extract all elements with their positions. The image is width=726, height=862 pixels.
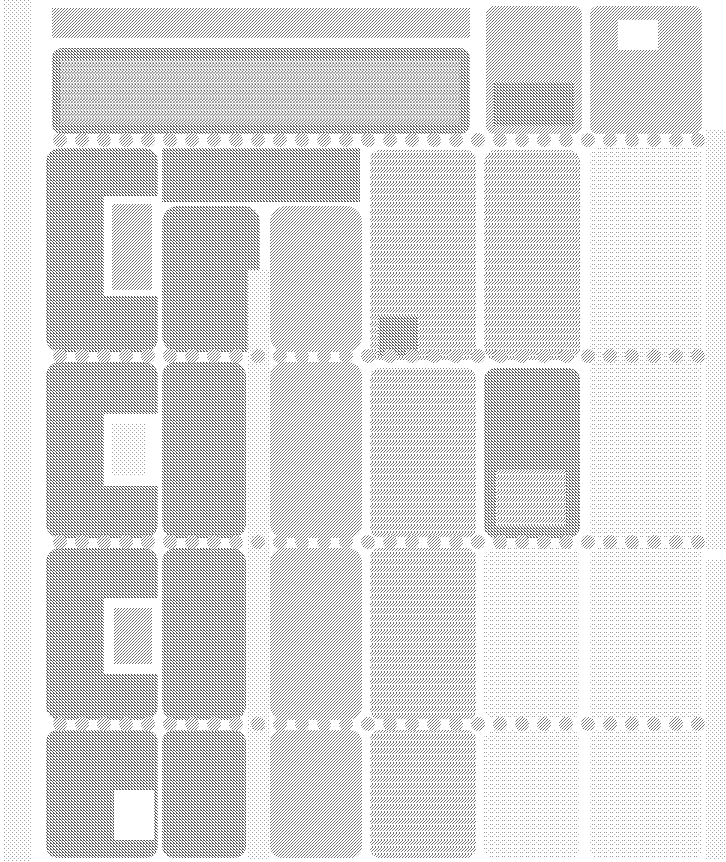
tree-canopy-dot xyxy=(141,133,155,147)
tree-canopy-dot xyxy=(603,349,617,363)
right-edge-strip xyxy=(706,130,726,550)
tree-canopy-dot xyxy=(493,349,507,363)
tree-canopy-dot xyxy=(691,349,705,363)
block-mid-center xyxy=(270,362,362,538)
tree-canopy-dot xyxy=(119,535,133,549)
tree-canopy-dot xyxy=(405,535,419,549)
tree-canopy-dot xyxy=(405,717,419,731)
tree-canopy-dot xyxy=(669,349,683,363)
tree-canopy-dot xyxy=(273,349,287,363)
tree-canopy-dot xyxy=(53,349,67,363)
tree-canopy-dot xyxy=(361,535,375,549)
tree-canopy-dot xyxy=(295,535,309,549)
tree-canopy-dot xyxy=(559,133,573,147)
tree-canopy-dot xyxy=(53,133,67,147)
tree-canopy-dot xyxy=(119,349,133,363)
tree-canopy-dot xyxy=(163,349,177,363)
block-top-middle xyxy=(486,6,582,134)
tree-canopy-dot xyxy=(75,133,89,147)
tree-canopy-dot xyxy=(691,717,705,731)
tree-canopy-dot xyxy=(317,133,331,147)
block-top-right xyxy=(590,6,702,134)
tree-canopy-dot xyxy=(559,535,573,549)
tree-canopy-dot xyxy=(691,535,705,549)
tree-canopy-dot xyxy=(75,535,89,549)
tree-canopy-dot xyxy=(251,717,265,731)
block-bottom-1 xyxy=(46,730,158,858)
tree-canopy-dot xyxy=(559,717,573,731)
tree-canopy-dot xyxy=(427,535,441,549)
tree-canopy-dot xyxy=(229,717,243,731)
tree-canopy-dot xyxy=(383,717,397,731)
tree-canopy-dot xyxy=(625,717,639,731)
tree-canopy-dot xyxy=(581,349,595,363)
tree-canopy-dot xyxy=(361,133,375,147)
tree-canopy-dot xyxy=(163,133,177,147)
tree-canopy-dot xyxy=(647,349,661,363)
tree-canopy-dot xyxy=(251,133,265,147)
tree-canopy-dot xyxy=(185,535,199,549)
block-c-shape-3 xyxy=(46,548,158,720)
tree-canopy-dot xyxy=(339,349,353,363)
tree-canopy-dot xyxy=(537,717,551,731)
block-bottom-4 xyxy=(370,730,476,858)
tree-canopy-dot xyxy=(295,349,309,363)
block-bottom-6 xyxy=(590,730,702,858)
tree-canopy-dot xyxy=(647,535,661,549)
tree-canopy-dot xyxy=(383,535,397,549)
tree-canopy-dot xyxy=(647,717,661,731)
tree-canopy-dot xyxy=(427,717,441,731)
tree-canopy-dot xyxy=(273,535,287,549)
tree-canopy-dot xyxy=(449,717,463,731)
tree-canopy-dot xyxy=(669,717,683,731)
tree-canopy-dot xyxy=(185,349,199,363)
tree-canopy-dot xyxy=(207,349,221,363)
left-edge-strip xyxy=(4,0,32,862)
tree-canopy-dot xyxy=(317,349,331,363)
tree-canopy-dot xyxy=(383,133,397,147)
block-rows-4 xyxy=(484,368,580,538)
tree-canopy-dot xyxy=(471,349,485,363)
tree-canopy-dot xyxy=(339,133,353,147)
tree-canopy-dot xyxy=(537,535,551,549)
tree-canopy-dot xyxy=(53,535,67,549)
tree-canopy-dot xyxy=(625,349,639,363)
tree-canopy-dot xyxy=(207,535,221,549)
block-top-left xyxy=(52,8,470,134)
block-c-shape-1 xyxy=(46,148,158,352)
block-rows-5 xyxy=(370,548,476,720)
block-rows-6 xyxy=(484,548,580,720)
tree-canopy-dot xyxy=(317,535,331,549)
tree-canopy-dot xyxy=(427,133,441,147)
tree-canopy-dot xyxy=(537,133,551,147)
block-lower-left xyxy=(162,548,246,720)
tree-canopy-dot xyxy=(493,535,507,549)
tree-canopy-dot xyxy=(625,535,639,549)
tree-canopy-dot xyxy=(53,717,67,731)
tree-canopy-dot xyxy=(449,349,463,363)
tree-canopy-dot xyxy=(141,717,155,731)
tree-canopy-dot xyxy=(581,133,595,147)
tree-canopy-dot xyxy=(559,349,573,363)
tree-canopy-dot xyxy=(141,349,155,363)
block-rows-3 xyxy=(370,368,476,538)
block-mid-left xyxy=(162,362,246,538)
tree-canopy-dot xyxy=(603,535,617,549)
tree-canopy-dot xyxy=(339,535,353,549)
tree-canopy-dot xyxy=(647,133,661,147)
tree-canopy-dot xyxy=(273,717,287,731)
tree-canopy-dot xyxy=(295,133,309,147)
tree-canopy-dot xyxy=(427,349,441,363)
tree-canopy-dot xyxy=(97,349,111,363)
tree-canopy-dot xyxy=(449,535,463,549)
tree-canopy-dot xyxy=(97,717,111,731)
tree-canopy-dot xyxy=(163,717,177,731)
tree-canopy-dot xyxy=(493,717,507,731)
tree-canopy-dot xyxy=(229,349,243,363)
tree-canopy-dot xyxy=(669,535,683,549)
tree-canopy-dot xyxy=(361,717,375,731)
tree-canopy-dot xyxy=(515,349,529,363)
tree-canopy-dot xyxy=(295,717,309,731)
tree-canopy-dot xyxy=(493,133,507,147)
block-bottom-3 xyxy=(270,730,362,858)
tree-canopy-dot xyxy=(273,133,287,147)
block-lower-center xyxy=(270,548,362,720)
tree-canopy-dot xyxy=(185,717,199,731)
tree-canopy-dot xyxy=(603,133,617,147)
tree-canopy-dot xyxy=(339,717,353,731)
tree-canopy-dot xyxy=(537,349,551,363)
tree-canopy-dot xyxy=(97,133,111,147)
tree-canopy-dot xyxy=(515,717,529,731)
tree-canopy-dot xyxy=(119,717,133,731)
tree-canopy-dot xyxy=(141,535,155,549)
tree-canopy-dot xyxy=(317,717,331,731)
tree-canopy-dot xyxy=(603,717,617,731)
tree-canopy-dot xyxy=(383,349,397,363)
block-rows-right-2 xyxy=(590,548,702,720)
block-rows-right-1 xyxy=(590,148,702,538)
tree-canopy-dot xyxy=(471,535,485,549)
block-bottom-5 xyxy=(484,730,580,858)
tree-canopy-dot xyxy=(515,535,529,549)
tree-canopy-dot xyxy=(207,717,221,731)
tree-canopy-dot xyxy=(185,133,199,147)
tree-canopy-dot xyxy=(229,133,243,147)
tree-canopy-dot xyxy=(691,133,705,147)
right-edge-strip-lower xyxy=(706,560,726,860)
tree-canopy-dot xyxy=(581,535,595,549)
tree-canopy-dot xyxy=(471,133,485,147)
tree-canopy-dot xyxy=(515,133,529,147)
tree-canopy-dot xyxy=(251,535,265,549)
tree-canopy-dot xyxy=(207,133,221,147)
block-c-shape-2 xyxy=(46,362,158,538)
tree-canopy-dot xyxy=(75,349,89,363)
tree-canopy-dot xyxy=(119,133,133,147)
tree-canopy-dot xyxy=(449,133,463,147)
tree-canopy-dot xyxy=(471,717,485,731)
tree-canopy-dot xyxy=(581,717,595,731)
tree-canopy-dot xyxy=(669,133,683,147)
block-rows-1 xyxy=(370,150,476,360)
tree-canopy-dot xyxy=(251,349,265,363)
tree-canopy-dot xyxy=(75,717,89,731)
tree-canopy-dot xyxy=(361,349,375,363)
tree-canopy-dot xyxy=(625,133,639,147)
tree-canopy-dot xyxy=(405,133,419,147)
block-rows-2 xyxy=(484,150,580,360)
tree-canopy-dot xyxy=(229,535,243,549)
tree-canopy-dot xyxy=(97,535,111,549)
block-bottom-2 xyxy=(162,730,246,858)
tree-canopy-dot xyxy=(163,535,177,549)
tree-canopy-dot xyxy=(405,349,419,363)
